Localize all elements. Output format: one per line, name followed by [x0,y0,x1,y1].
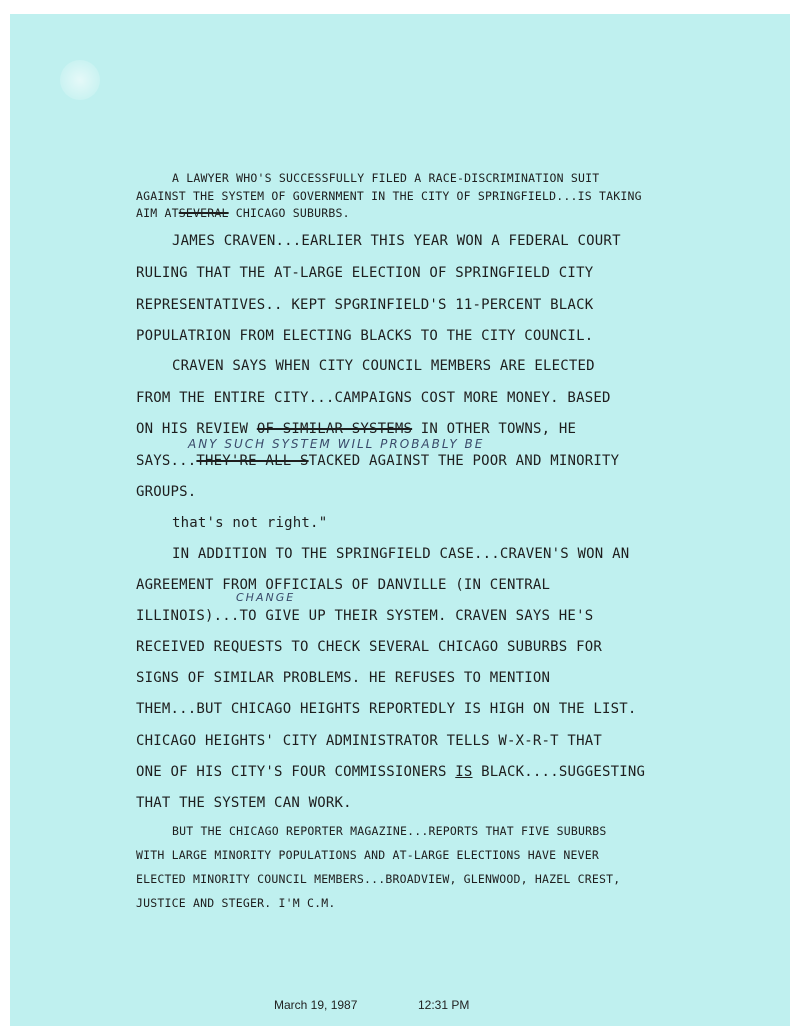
body-line-7-struck: OF SIMILAR SYSTEMS [256,421,413,437]
footer-date: March 19, 1987 [274,998,358,1012]
footer-time: 12:31 PM [418,998,470,1012]
body-line-8-end: TACKED AGAINST THE POOR AND MINORITY [308,453,620,469]
paper-smudge [60,60,100,100]
intro-line-3-end: CHICAGO SUBURBS. [228,206,350,220]
body-line-8-struck: THEY'RE ALL S [196,453,309,469]
body-line-18-end: BLACK....SUGGESTING [472,764,646,780]
body-line-18-start: ONE OF HIS CITY'S FOUR COMMISSIONERS [136,764,456,780]
outro-line-3: ELECTED MINORITY COUNCIL MEMBERS...BROADVIEW, GLENWOOD, HAZEL CREST, [136,872,621,886]
body-line-5: CRAVEN SAYS WHEN CITY COUNCIL MEMBERS ARE ELECTED [172,358,595,374]
body-line-8 [136,453,619,469]
body-line-2: RULING THAT THE AT-LARGE ELECTION OF SPRINGFIELD CITY [136,265,594,281]
body-line-7-start: ON HIS REVIEW [136,421,257,437]
body-line-11: IN ADDITION TO THE SPRINGFIELD CASE...CRAVEN'S WON AN [172,546,630,562]
intro-line-3-start: AIM AT [136,206,179,220]
body-line-18 [136,764,645,780]
intro-struck-word: SEVERAL [178,206,229,220]
handwritten-insert-1: ANY SUCH SYSTEM WILL PROBABLY BE [188,437,485,451]
body-line-6: FROM THE ENTIRE CITY...CAMPAIGNS COST MORE MONEY. BASED [136,390,611,406]
body-line-8-start: SAYS... [136,453,197,469]
intro-line-3 [136,206,350,220]
body-line-18-underlined: IS [455,764,473,780]
outro-line-2: WITH LARGE MINORITY POPULATIONS AND AT-LARGE ELECTIONS HAVE NEVER [136,848,600,862]
body-line-9: GROUPS. [136,484,197,500]
handwritten-insert-2: CHANGE [236,591,296,604]
body-line-7-end: IN OTHER TOWNS, HE [412,421,577,437]
intro-line-2: AGAINST THE SYSTEM OF GOVERNMENT IN THE CITY OF SPRINGFIELD...IS TAKING [136,189,642,203]
body-line-1: JAMES CRAVEN...EARLIER THIS YEAR WON A FEDERAL COURT [172,233,621,249]
body-line-19: THAT THE SYSTEM CAN WORK. [136,795,352,811]
body-line-12: AGREEMENT FROM OFFICIALS OF DANVILLE (IN CENTRAL [136,577,551,593]
body-line-3: REPRESENTATIVES.. KEPT SPGRINFIELD'S 11-PERCENT BLACK [136,297,594,313]
body-line-13: ILLINOIS)...TO GIVE UP THEIR SYSTEM. CRAVEN SAYS HE'S [136,608,594,624]
intro-line-1: A LAWYER WHO'S SUCCESSFULLY FILED A RACE-DISCRIMINATION SUIT [172,171,600,185]
outro-line-1: BUT THE CHICAGO REPORTER MAGAZINE...REPORTS THAT FIVE SUBURBS [172,824,607,838]
body-line-16: THEM...BUT CHICAGO HEIGHTS REPORTEDLY IS HIGH ON THE LIST. [136,701,637,717]
outro-line-4: JUSTICE AND STEGER. I'M C.M. [136,896,336,910]
body-line-7 [136,421,576,437]
body-line-10: that's not right." [172,515,328,531]
body-line-17: CHICAGO HEIGHTS' CITY ADMINISTRATOR TELLS W-X-R-T THAT [136,733,602,749]
body-line-15: SIGNS OF SIMILAR PROBLEMS. HE REFUSES TO MENTION [136,670,551,686]
body-line-14: RECEIVED REQUESTS TO CHECK SEVERAL CHICAGO SUBURBS FOR [136,639,602,655]
body-line-4: POPULATRION FROM ELECTING BLACKS TO THE CITY COUNCIL. [136,328,594,344]
